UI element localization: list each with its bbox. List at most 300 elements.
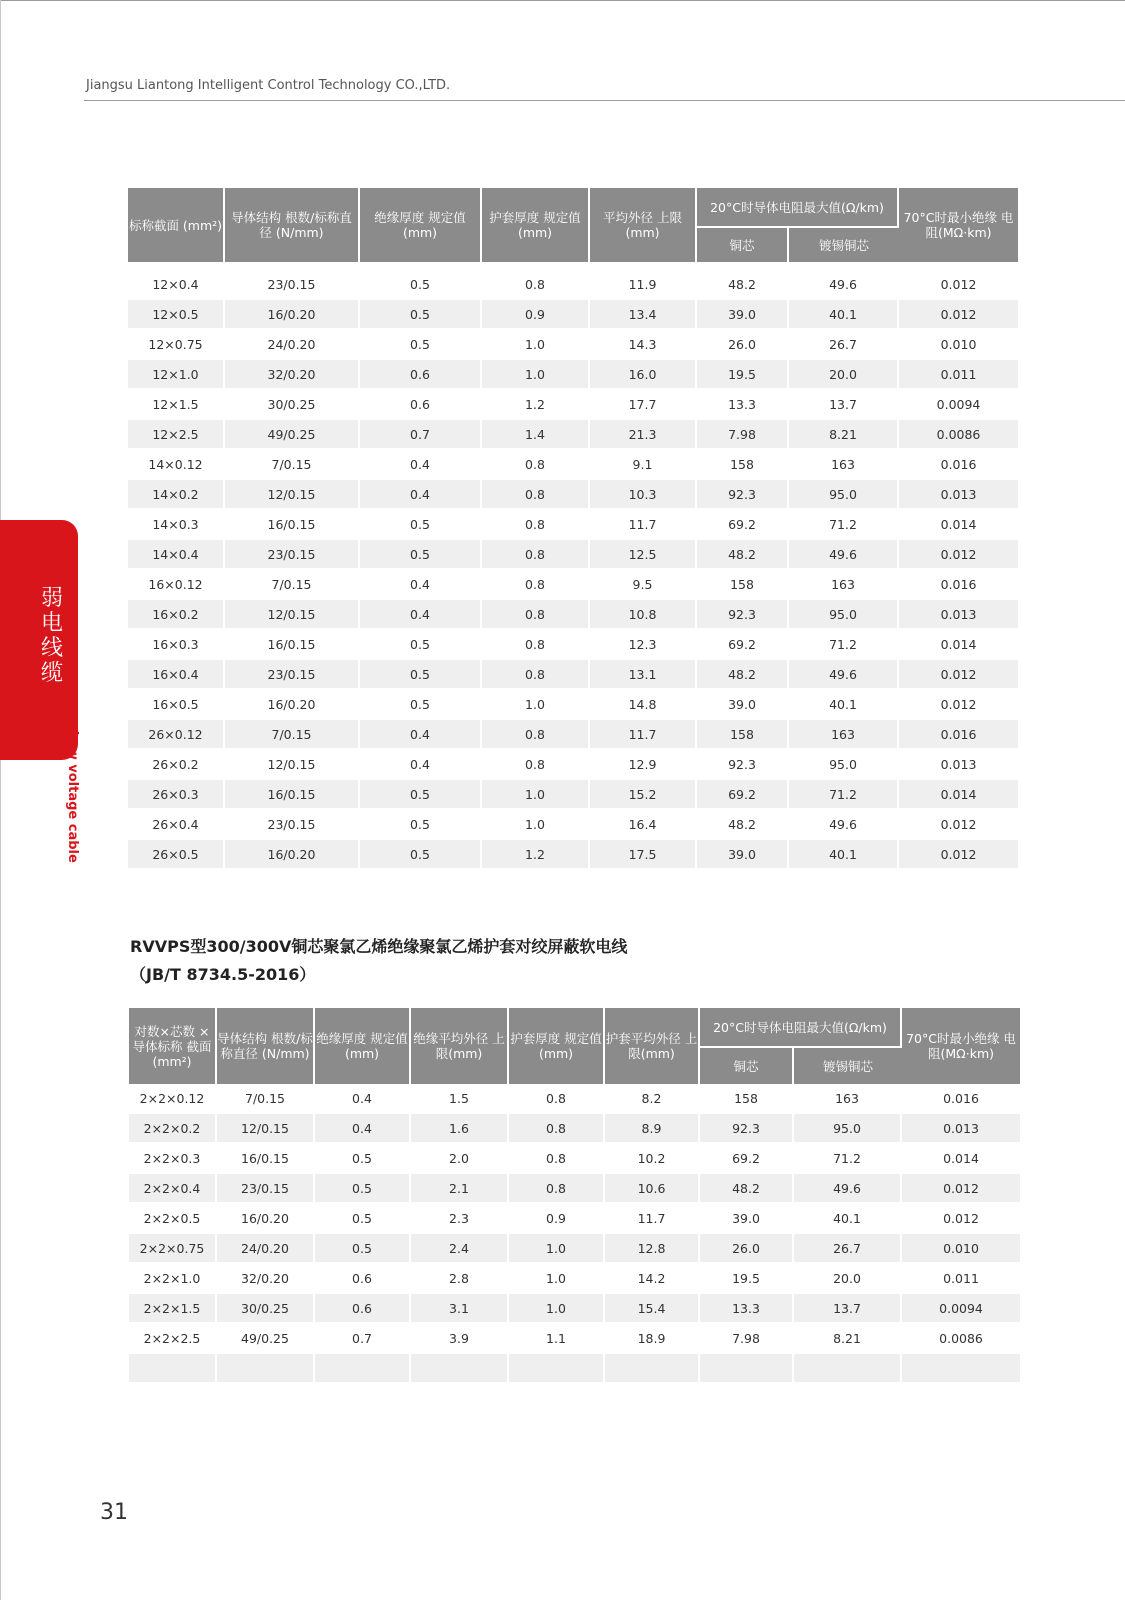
table-cell: 10.2 <box>605 1144 700 1174</box>
table-cell: 0.012 <box>899 690 1018 720</box>
table-cell: 92.3 <box>697 750 789 780</box>
table-cell: 17.5 <box>590 840 697 870</box>
table-cell: 2×2×0.3 <box>129 1144 217 1174</box>
table-cell: 0.014 <box>899 510 1018 540</box>
table-cell: 0.8 <box>509 1084 605 1114</box>
table-cell: 30/0.25 <box>217 1294 315 1324</box>
table-cell: 40.1 <box>789 300 899 330</box>
header-copper: 铜芯 <box>697 226 789 262</box>
table-cell: 14×0.12 <box>128 450 225 480</box>
table-row <box>128 840 1018 870</box>
table-cell: 0.014 <box>899 630 1018 660</box>
header-conductor-resistance: 20°C时导体电阻最大值(Ω/km) <box>700 1008 902 1046</box>
table-cell: 23/0.15 <box>225 270 360 300</box>
section-title <box>130 933 627 989</box>
table-cell: 158 <box>700 1084 794 1114</box>
table-cell: 92.3 <box>697 600 789 630</box>
table-cell: 0.011 <box>902 1264 1020 1294</box>
table-cell: 95.0 <box>794 1114 902 1144</box>
table-cell: 24/0.20 <box>217 1234 315 1264</box>
table-cell: 48.2 <box>700 1174 794 1204</box>
header-sheath-thickness: 护套厚度 规定值(mm) <box>509 1008 605 1084</box>
table-cell: 11.9 <box>590 270 697 300</box>
table-cell: 49/0.25 <box>217 1324 315 1354</box>
table-cell: 0.8 <box>509 1114 605 1144</box>
table-row <box>128 750 1018 780</box>
table-cell: 1.0 <box>509 1264 605 1294</box>
table-cell: 15.2 <box>590 780 697 810</box>
table-cell: 12.8 <box>605 1234 700 1264</box>
table-cell: 7/0.15 <box>225 450 360 480</box>
table-cell: 2.1 <box>411 1174 509 1204</box>
table-cell: 26.7 <box>794 1234 902 1264</box>
table-cell: 48.2 <box>697 540 789 570</box>
table-cell: 0.010 <box>902 1234 1020 1264</box>
table-cell <box>605 1354 700 1384</box>
table-cell: 2×2×1.0 <box>129 1264 217 1294</box>
table-cell: 0.8 <box>482 600 590 630</box>
table-cell: 1.2 <box>482 840 590 870</box>
table-row <box>128 420 1018 450</box>
table-cell: 16/0.15 <box>225 630 360 660</box>
table-cell: 49.6 <box>789 660 899 690</box>
table-cell: 69.2 <box>697 630 789 660</box>
spec-table-2 <box>129 1008 1020 1384</box>
table-cell: 0.9 <box>482 300 590 330</box>
table-cell: 1.0 <box>482 810 590 840</box>
table-cell: 11.7 <box>590 510 697 540</box>
table-cell: 0.012 <box>899 840 1018 870</box>
table-cell: 158 <box>697 450 789 480</box>
table-cell: 0.011 <box>899 360 1018 390</box>
table-cell: 0.4 <box>360 450 482 480</box>
table-cell: 0.8 <box>482 510 590 540</box>
table-row <box>129 1114 1020 1144</box>
table-cell: 0.013 <box>899 480 1018 510</box>
table-cell: 16/0.15 <box>225 780 360 810</box>
table-cell: 9.1 <box>590 450 697 480</box>
table-cell: 19.5 <box>700 1264 794 1294</box>
header-copper: 铜芯 <box>700 1046 794 1084</box>
table-cell: 95.0 <box>789 600 899 630</box>
header-pairs-cores-section: 对数×芯数 ×导体标称 截面(mm²) <box>129 1008 217 1084</box>
spec-table-1 <box>128 188 1018 870</box>
table-cell: 8.21 <box>794 1324 902 1354</box>
table-cell: 26×0.4 <box>128 810 225 840</box>
table-cell: 13.7 <box>794 1294 902 1324</box>
header-insulation-thickness: 绝缘厚度 规定值(mm) <box>315 1008 411 1084</box>
table-cell: 32/0.20 <box>225 360 360 390</box>
table-cell: 163 <box>794 1084 902 1114</box>
table-cell: 9.5 <box>590 570 697 600</box>
table-cell: 13.4 <box>590 300 697 330</box>
header-conductor-resistance: 20°C时导体电阻最大值(Ω/km) <box>697 188 899 226</box>
table-cell: 8.2 <box>605 1084 700 1114</box>
table-cell: 16×0.2 <box>128 600 225 630</box>
table-row <box>128 810 1018 840</box>
table-cell: 13.7 <box>789 390 899 420</box>
table-row <box>128 660 1018 690</box>
table-cell: 3.1 <box>411 1294 509 1324</box>
table-cell: 0.5 <box>360 300 482 330</box>
table-cell: 0.012 <box>899 270 1018 300</box>
table-row <box>128 390 1018 420</box>
table-cell: 1.0 <box>482 780 590 810</box>
table-cell: 12×0.4 <box>128 270 225 300</box>
table-cell: 0.0094 <box>899 390 1018 420</box>
table-row <box>129 1294 1020 1324</box>
table-cell: 1.0 <box>482 690 590 720</box>
table-cell: 12.9 <box>590 750 697 780</box>
header-cross-section: 标称截面 (mm²) <box>128 188 225 262</box>
table-cell: 49/0.25 <box>225 420 360 450</box>
table-cell: 1.4 <box>482 420 590 450</box>
side-tab-english-label: ▲ Low voltage cable <box>65 716 80 863</box>
table-cell: 0.5 <box>360 630 482 660</box>
table-cell: 8.9 <box>605 1114 700 1144</box>
table-cell: 16/0.20 <box>225 840 360 870</box>
table-cell: 0.5 <box>315 1174 411 1204</box>
table-row <box>129 1174 1020 1204</box>
table-cell: 12.3 <box>590 630 697 660</box>
table-cell: 3.9 <box>411 1324 509 1354</box>
table-cell: 26.0 <box>697 330 789 360</box>
table-cell: 16×0.5 <box>128 690 225 720</box>
table-cell: 10.8 <box>590 600 697 630</box>
table-cell: 0.010 <box>899 330 1018 360</box>
table-cell: 0.012 <box>899 810 1018 840</box>
table-cell: 2×2×0.75 <box>129 1234 217 1264</box>
table-cell <box>794 1354 902 1384</box>
table-cell: 40.1 <box>794 1204 902 1234</box>
table-row <box>128 630 1018 660</box>
table-cell: 8.21 <box>789 420 899 450</box>
table-cell: 158 <box>697 570 789 600</box>
table-cell: 16×0.12 <box>128 570 225 600</box>
table-cell: 21.3 <box>590 420 697 450</box>
table-cell: 2.4 <box>411 1234 509 1264</box>
table-cell: 39.0 <box>700 1204 794 1234</box>
table-cell: 12×0.5 <box>128 300 225 330</box>
table-cell: 49.6 <box>794 1174 902 1204</box>
header-sheath-mean-diameter: 护套平均外径 上限(mm) <box>605 1008 700 1084</box>
table-cell: 69.2 <box>697 780 789 810</box>
table-cell: 0.5 <box>315 1144 411 1174</box>
table-cell: 0.8 <box>482 630 590 660</box>
table-row <box>129 1354 1020 1384</box>
table-row <box>128 600 1018 630</box>
table-cell: 0.8 <box>482 270 590 300</box>
table-cell: 2.3 <box>411 1204 509 1234</box>
header-insulation-thickness: 绝缘厚度 规定值(mm) <box>360 188 482 262</box>
table-cell: 2×2×1.5 <box>129 1294 217 1324</box>
table-cell: 26.7 <box>789 330 899 360</box>
header-conductor-structure: 导体结构 根数/标称直径 (N/mm) <box>217 1008 315 1084</box>
table-cell: 0.5 <box>315 1204 411 1234</box>
table-cell: 12/0.15 <box>217 1114 315 1144</box>
table-cell: 95.0 <box>789 480 899 510</box>
table-cell: 0.016 <box>899 720 1018 750</box>
table-cell: 71.2 <box>789 510 899 540</box>
table-cell: 0.8 <box>509 1174 605 1204</box>
table-cell: 0.8 <box>482 660 590 690</box>
top-border <box>0 0 1125 1</box>
table-cell <box>129 1354 217 1384</box>
table-cell: 0.013 <box>899 600 1018 630</box>
table-cell: 1.2 <box>482 390 590 420</box>
header-tinned-copper: 镀锡铜芯 <box>789 226 899 262</box>
table-cell: 0.7 <box>315 1324 411 1354</box>
table-cell: 12×1.0 <box>128 360 225 390</box>
table-cell: 23/0.15 <box>225 660 360 690</box>
table-cell: 163 <box>789 570 899 600</box>
table-cell: 95.0 <box>789 750 899 780</box>
table-cell <box>509 1354 605 1384</box>
table-cell: 13.3 <box>697 390 789 420</box>
table-cell: 12×0.75 <box>128 330 225 360</box>
table-cell: 0.013 <box>902 1114 1020 1144</box>
table-cell: 48.2 <box>697 660 789 690</box>
table-cell: 39.0 <box>697 300 789 330</box>
table-cell: 26×0.3 <box>128 780 225 810</box>
table-row <box>128 450 1018 480</box>
table-cell: 71.2 <box>789 630 899 660</box>
table-cell: 0.0086 <box>902 1324 1020 1354</box>
table-cell: 0.6 <box>360 390 482 420</box>
table-cell: 0.4 <box>360 480 482 510</box>
table-cell: 10.3 <box>590 480 697 510</box>
table-cell: 2×2×0.12 <box>129 1084 217 1114</box>
table-cell: 49.6 <box>789 270 899 300</box>
table-row <box>129 1084 1020 1114</box>
table-cell: 0.5 <box>360 840 482 870</box>
table-cell: 19.5 <box>697 360 789 390</box>
table-cell: 0.8 <box>482 720 590 750</box>
table-cell: 0.5 <box>360 330 482 360</box>
table-cell: 7/0.15 <box>217 1084 315 1114</box>
table-row <box>129 1204 1020 1234</box>
table-cell: 163 <box>789 450 899 480</box>
table-cell: 30/0.25 <box>225 390 360 420</box>
table-cell: 26×0.5 <box>128 840 225 870</box>
table-cell: 12×2.5 <box>128 420 225 450</box>
table-cell: 49.6 <box>789 540 899 570</box>
table-cell: 2.8 <box>411 1264 509 1294</box>
table-cell: 0.9 <box>509 1204 605 1234</box>
table-cell: 7/0.15 <box>225 570 360 600</box>
table-cell: 0.016 <box>899 570 1018 600</box>
table-cell: 7.98 <box>697 420 789 450</box>
table-row <box>129 1324 1020 1354</box>
table-cell: 7.98 <box>700 1324 794 1354</box>
table-cell <box>411 1354 509 1384</box>
table-cell: 71.2 <box>789 780 899 810</box>
table-cell: 0.7 <box>360 420 482 450</box>
table-cell: 0.5 <box>315 1234 411 1264</box>
table-cell: 0.5 <box>360 660 482 690</box>
table-cell: 14×0.2 <box>128 480 225 510</box>
table-cell: 26×0.12 <box>128 720 225 750</box>
header-divider <box>84 100 1125 101</box>
table-cell: 0.8 <box>482 570 590 600</box>
table-cell: 69.2 <box>697 510 789 540</box>
table-cell: 16×0.4 <box>128 660 225 690</box>
table-cell: 40.1 <box>789 840 899 870</box>
table-cell: 0.8 <box>482 450 590 480</box>
table-cell: 0.5 <box>360 780 482 810</box>
table-cell: 0.5 <box>360 540 482 570</box>
table-row <box>129 1264 1020 1294</box>
table-row <box>129 1234 1020 1264</box>
table-row <box>129 1144 1020 1174</box>
table-cell: 0.8 <box>509 1144 605 1174</box>
header-insulation-resistance: 70°C时最小绝缘 电阻(MΩ·km) <box>899 188 1018 262</box>
table-cell: 24/0.20 <box>225 330 360 360</box>
table-cell: 23/0.15 <box>217 1174 315 1204</box>
table-cell: 23/0.15 <box>225 810 360 840</box>
table-cell: 14.3 <box>590 330 697 360</box>
table-cell: 11.7 <box>590 720 697 750</box>
table-cell: 32/0.20 <box>217 1264 315 1294</box>
table-cell <box>315 1354 411 1384</box>
table-row <box>128 480 1018 510</box>
table-cell: 2×2×0.5 <box>129 1204 217 1234</box>
table-row <box>128 720 1018 750</box>
table-cell: 1.0 <box>482 330 590 360</box>
table-row <box>128 780 1018 810</box>
table-cell: 12/0.15 <box>225 480 360 510</box>
table-cell: 49.6 <box>789 810 899 840</box>
header-insulation-mean-diameter: 绝缘平均外径 上限(mm) <box>411 1008 509 1084</box>
table-cell: 0.4 <box>315 1084 411 1114</box>
table-cell: 1.0 <box>509 1294 605 1324</box>
table-cell: 12/0.15 <box>225 750 360 780</box>
table-cell: 16.0 <box>590 360 697 390</box>
header-mean-outer-diameter: 平均外径 上限(mm) <box>590 188 697 262</box>
header-conductor-structure: 导体结构 根数/标称直径 (N/mm) <box>225 188 360 262</box>
table-cell: 1.1 <box>509 1324 605 1354</box>
table-cell: 1.0 <box>509 1234 605 1264</box>
table-cell: 12/0.15 <box>225 600 360 630</box>
header-sheath-thickness: 护套厚度 规定值(mm) <box>482 188 590 262</box>
table-cell: 0.4 <box>360 720 482 750</box>
table-cell: 14×0.4 <box>128 540 225 570</box>
table-cell <box>700 1354 794 1384</box>
table-cell: 0.012 <box>899 300 1018 330</box>
table-cell: 7/0.15 <box>225 720 360 750</box>
table-cell: 48.2 <box>697 810 789 840</box>
table-cell: 0.0094 <box>902 1294 1020 1324</box>
table-cell: 0.8 <box>482 540 590 570</box>
side-tab-label: 弱电线缆 <box>40 586 63 686</box>
table-cell: 26.0 <box>700 1234 794 1264</box>
table-cell: 0.012 <box>902 1174 1020 1204</box>
table-cell: 16/0.20 <box>225 690 360 720</box>
table-cell: 1.0 <box>482 360 590 390</box>
company-name: Jiangsu Liantong Intelligent Control Technology CO.,LTD. <box>86 78 451 93</box>
table-row <box>128 540 1018 570</box>
table-cell: 11.7 <box>605 1204 700 1234</box>
section-title-line1: RVVPS型300/300V铜芯聚氯乙烯绝缘聚氯乙烯护套对绞屏蔽软电线 <box>130 937 628 956</box>
page-number: 31 <box>100 1500 128 1525</box>
table-cell: 2×2×0.2 <box>129 1114 217 1144</box>
table-row <box>128 570 1018 600</box>
table-cell: 0.0086 <box>899 420 1018 450</box>
table-cell: 12.5 <box>590 540 697 570</box>
table-row <box>128 510 1018 540</box>
table-cell: 20.0 <box>794 1264 902 1294</box>
table-cell: 71.2 <box>794 1144 902 1174</box>
table-cell: 14.2 <box>605 1264 700 1294</box>
table-cell: 0.5 <box>360 690 482 720</box>
table-cell: 0.5 <box>360 810 482 840</box>
table-cell: 48.2 <box>697 270 789 300</box>
table-cell: 12×1.5 <box>128 390 225 420</box>
table-cell: 0.5 <box>360 270 482 300</box>
table-cell: 2×2×2.5 <box>129 1324 217 1354</box>
table-cell: 40.1 <box>789 690 899 720</box>
table-cell: 13.1 <box>590 660 697 690</box>
spacer <box>128 262 1018 270</box>
table-cell: 163 <box>789 720 899 750</box>
table-cell: 14.8 <box>590 690 697 720</box>
table-cell: 0.016 <box>902 1084 1020 1114</box>
table-cell: 1.5 <box>411 1084 509 1114</box>
table-cell: 39.0 <box>697 690 789 720</box>
table-cell: 0.014 <box>899 780 1018 810</box>
header-tinned-copper: 镀锡铜芯 <box>794 1046 902 1084</box>
left-border <box>0 0 1 1600</box>
table-cell: 0.5 <box>360 510 482 540</box>
table-cell: 92.3 <box>700 1114 794 1144</box>
table-cell: 0.014 <box>902 1144 1020 1174</box>
table-cell: 18.9 <box>605 1324 700 1354</box>
table-cell: 0.6 <box>315 1264 411 1294</box>
table-cell: 10.6 <box>605 1174 700 1204</box>
table-cell: 23/0.15 <box>225 540 360 570</box>
table-cell: 0.012 <box>902 1204 1020 1234</box>
table-cell: 0.6 <box>360 360 482 390</box>
table-cell: 0.012 <box>899 540 1018 570</box>
table-cell: 0.012 <box>899 660 1018 690</box>
table-cell <box>217 1354 315 1384</box>
table-cell: 17.7 <box>590 390 697 420</box>
table-cell: 0.4 <box>360 600 482 630</box>
table-cell: 39.0 <box>697 840 789 870</box>
table-cell: 92.3 <box>697 480 789 510</box>
table-cell: 16/0.15 <box>225 510 360 540</box>
table-cell: 16/0.20 <box>217 1204 315 1234</box>
table-cell: 0.013 <box>899 750 1018 780</box>
table-cell: 0.6 <box>315 1294 411 1324</box>
table-cell: 16×0.3 <box>128 630 225 660</box>
table-cell: 1.6 <box>411 1114 509 1144</box>
table-row <box>128 300 1018 330</box>
table-cell: 158 <box>697 720 789 750</box>
table-cell <box>902 1354 1020 1384</box>
table-cell: 15.4 <box>605 1294 700 1324</box>
table-cell: 2.0 <box>411 1144 509 1174</box>
table-cell: 69.2 <box>700 1144 794 1174</box>
table-row <box>128 690 1018 720</box>
table-cell: 16.4 <box>590 810 697 840</box>
table-cell: 0.016 <box>899 450 1018 480</box>
section-title-line2: （JB/T 8734.5-2016） <box>130 965 316 984</box>
table-cell: 0.4 <box>360 750 482 780</box>
table-cell: 0.8 <box>482 480 590 510</box>
table-cell: 0.4 <box>315 1114 411 1144</box>
table-cell: 14×0.3 <box>128 510 225 540</box>
